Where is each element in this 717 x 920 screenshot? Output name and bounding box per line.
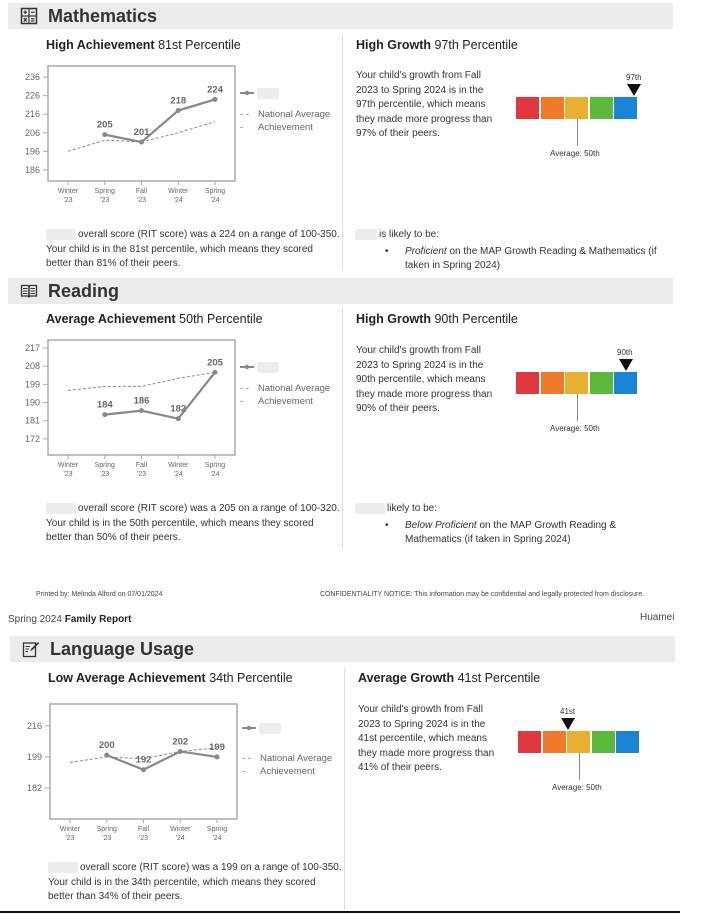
language-achievement-percentile: 34th Percentile xyxy=(209,671,293,685)
math-marker-label: 97th xyxy=(626,73,642,82)
y-tick-label: 190 xyxy=(24,397,40,408)
y-tick-label: 217 xyxy=(24,343,40,354)
math-achievement-percentile: 81st Percentile xyxy=(158,38,241,52)
x-tick-label: Spring '23 xyxy=(96,826,117,842)
x-tick-label: Winter '23 xyxy=(57,462,79,478)
data-label: 202 xyxy=(172,736,189,748)
y-tick-label: 199 xyxy=(26,751,42,762)
data-label: 184 xyxy=(96,399,113,411)
student-name: Huamei xyxy=(640,612,675,623)
legend-dash-icon: - - - xyxy=(242,753,251,777)
data-label: 200 xyxy=(98,740,115,752)
y-tick-label: 216 xyxy=(24,109,40,120)
math-likely-label: is likely to be: xyxy=(379,229,440,240)
language-divider xyxy=(344,667,345,910)
language-marker-arrow xyxy=(561,718,575,730)
language-growth-level: Average Growth xyxy=(358,671,455,685)
language-legend-national xyxy=(242,752,340,778)
growth-seg-3 xyxy=(567,731,590,753)
language-score-text-body: overall score (RIT score) was a 199 on a range of 100-350. Your child is in the 34th percentile, which means they scored better than 34% of their peers. xyxy=(48,862,342,902)
growth-seg-2 xyxy=(543,731,566,753)
x-tick-label: Winter '24 xyxy=(170,826,191,842)
data-label: 192 xyxy=(135,754,152,766)
legend-dash-icon: - - - xyxy=(240,383,249,407)
student-score-point xyxy=(104,753,109,758)
x-tick-label: Fall '23 xyxy=(137,826,150,842)
reading-growth-percentile: 90th Percentile xyxy=(434,312,518,326)
legend-line-icon xyxy=(242,725,256,731)
report-title-prefix: Spring 2024 xyxy=(8,614,65,625)
x-tick-label: Winter '24 xyxy=(168,188,189,204)
x-tick-label: Spring '23 xyxy=(94,188,115,204)
language-legend xyxy=(242,722,340,778)
language-growth-bar xyxy=(518,731,641,753)
x-tick-label: Spring '24 xyxy=(204,462,226,478)
y-tick-label: 208 xyxy=(24,361,40,372)
reading-score-text-body: overall score (RIT score) was a 205 on a range of 100-320. Your child is in the 50th percentile, which means they scored better than 50% of their peers. xyxy=(46,503,340,543)
y-tick-label: 186 xyxy=(24,164,40,175)
x-tick-label: Fall '23 xyxy=(135,188,148,204)
x-tick-label: Winter '24 xyxy=(168,462,189,478)
x-tick-label: Winter '23 xyxy=(57,188,79,204)
data-label: 186 xyxy=(133,395,150,407)
reading-title: Reading xyxy=(48,280,120,301)
y-tick-label: 206 xyxy=(24,127,40,138)
reading-likely-level: Below Proficient xyxy=(405,519,477,531)
math-average-label: Average: 50th xyxy=(550,149,600,158)
data-label: 182 xyxy=(170,403,187,415)
y-tick-label: 236 xyxy=(24,72,40,83)
math-growth-level: High Growth xyxy=(356,38,431,52)
reading-likely-rest: on the MAP Growth Reading & Mathematics (if taken in Spring 2024) xyxy=(405,519,617,545)
math-legend-national-label: National Average Achievement xyxy=(258,109,331,133)
y-tick-label: 182 xyxy=(26,782,42,793)
x-tick-label: Spring '24 xyxy=(204,188,226,204)
student-score-point xyxy=(215,754,220,759)
reading-growth-level: High Growth xyxy=(356,312,431,326)
reading-achievement-percentile: 50th Percentile xyxy=(179,312,263,326)
language-marker-label: 41st xyxy=(560,707,576,716)
y-tick-label: 199 xyxy=(24,379,40,390)
data-label: 201 xyxy=(133,127,150,139)
growth-seg-1 xyxy=(518,731,541,753)
y-tick-label: 181 xyxy=(24,415,40,426)
math-achievement-level: High Achievement xyxy=(46,38,155,52)
math-growth-percentile: 97th Percentile xyxy=(434,38,518,52)
reading-growth-text: Your child's growth from Fall 2023 to Spring 2024 is in the 90th percentile, which means they made more progress than 90% of their peers. xyxy=(356,345,493,414)
printed-by: Printed by: Melinda Alford on 07/01/2024 xyxy=(36,591,163,598)
math-likely-level: Proficient xyxy=(405,245,447,257)
confidentiality-notice: CONFIDENTIALITY NOTICE: This information may be confidential and legally protected from disclosure. xyxy=(320,591,645,598)
language-average-line xyxy=(579,753,580,780)
legend-dash-icon: - - - xyxy=(240,109,249,133)
language-legend-national-label: National Average Achievement xyxy=(260,753,333,777)
data-label: 199 xyxy=(209,741,225,753)
x-tick-label: Winter '23 xyxy=(59,826,81,842)
reading-marker-label: 90th xyxy=(617,348,633,357)
math-growth-text: Your child's growth from Fall 2023 to Spring 2024 is in the 97th percentile, which means they made more progress than 97% of their peers. xyxy=(356,70,493,139)
reading-legend-national-label: National Average Achievement xyxy=(258,383,331,407)
y-tick-label: 196 xyxy=(24,146,40,157)
data-label: 224 xyxy=(207,84,223,96)
reading-average-label: Average: 50th xyxy=(550,424,600,433)
math-title: Mathematics xyxy=(48,5,158,26)
report-title-main: Family Report xyxy=(64,614,132,625)
math-likely-rest: on the MAP Growth Reading & Mathematics (if taken in Spring 2024) xyxy=(405,245,657,271)
redacted-name xyxy=(259,723,281,734)
student-score-point xyxy=(178,749,183,754)
student-score-point xyxy=(141,767,146,772)
language-score-text xyxy=(48,861,343,905)
data-label: 205 xyxy=(207,357,223,369)
redacted-name xyxy=(48,862,78,873)
x-tick-label: Fall '23 xyxy=(135,462,148,478)
growth-seg-5 xyxy=(616,731,639,753)
y-tick-label: 216 xyxy=(26,720,42,731)
language-title: Language Usage xyxy=(50,638,195,659)
language-achievement-level: Low Average Achievement xyxy=(48,671,206,685)
x-tick-label: Spring '23 xyxy=(94,462,115,478)
x-tick-label: Spring '24 xyxy=(206,826,228,842)
language-growth-percentile: 41st Percentile xyxy=(457,671,541,685)
data-label: 218 xyxy=(170,95,187,107)
y-tick-label: 172 xyxy=(24,433,40,444)
reading-likely-label: likely to be: xyxy=(387,503,438,514)
language-average-label: Average: 50th xyxy=(552,783,602,792)
growth-seg-4 xyxy=(592,731,615,753)
page-bottom-rule xyxy=(0,911,680,913)
data-label: 205 xyxy=(96,119,113,131)
y-tick-label: 226 xyxy=(24,90,40,101)
language-legend-student xyxy=(242,722,340,735)
math-score-text-body: overall score (RIT score) was a 224 on a range of 100-350. Your child is in the 81st percentile, which means they scored better than 81% of their peers. xyxy=(46,229,340,269)
language-growth-text: Your child's growth from Fall 2023 to Spring 2024 is in the 41st percentile, which means they made more progress than 41% of their peers. xyxy=(358,704,495,773)
reading-achievement-level: Average Achievement xyxy=(46,312,176,326)
